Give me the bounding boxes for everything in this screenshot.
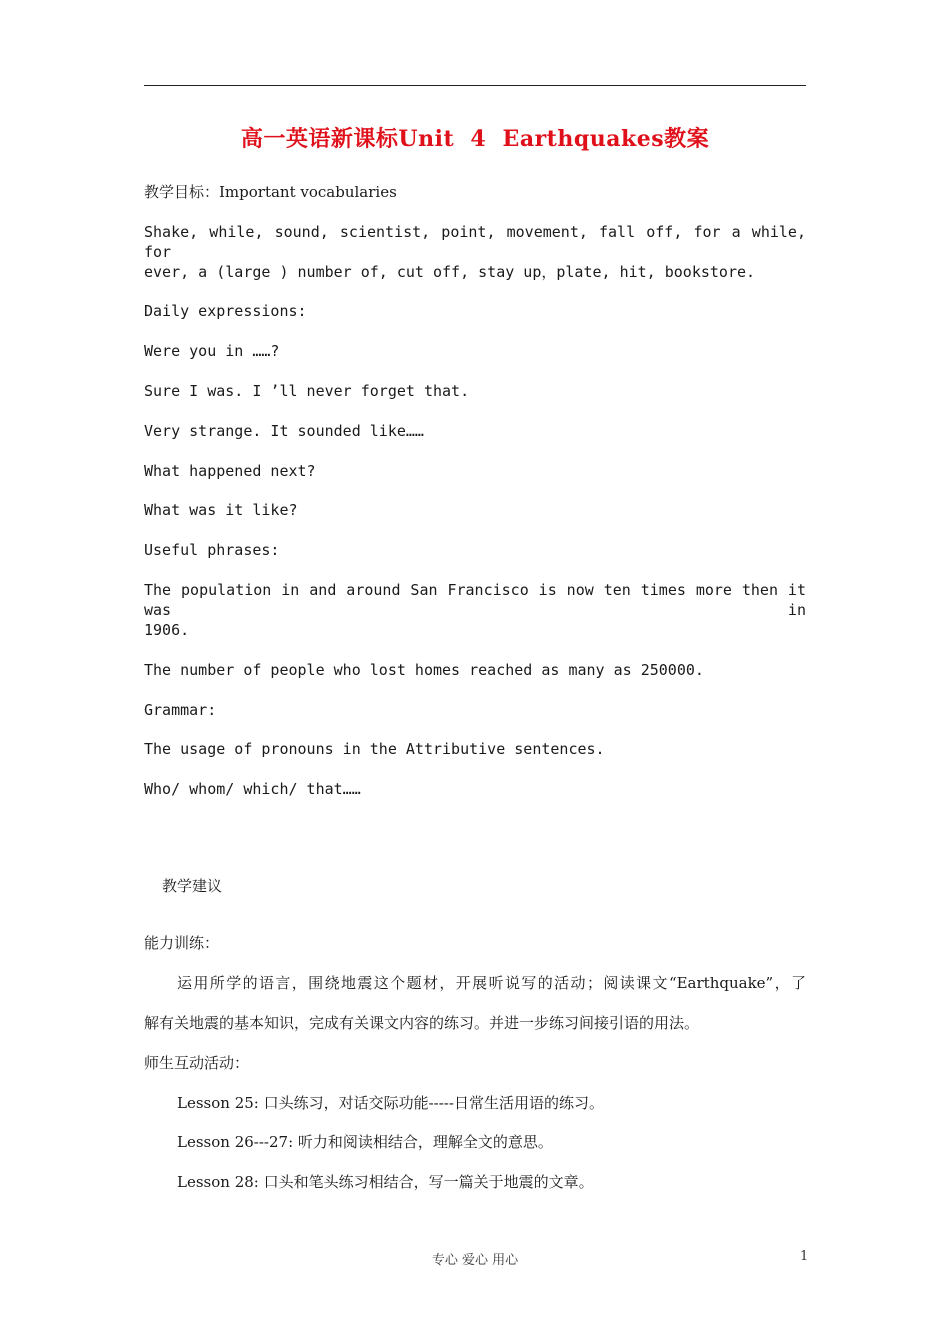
useful-phrase-line-1: The population in and around San Francisco is now ten times more then it was in <box>144 581 806 619</box>
daily-expression: Sure I was. I ’ll never forget that. <box>144 382 470 400</box>
useful-phrase-line-2: 1906. <box>144 621 190 639</box>
document-title: 高一英语新课标Unit 4 Earthquakes教案 <box>240 126 710 152</box>
header-rule <box>144 85 806 86</box>
vocab-line-1: Shake, while, sound, scientist, point, movement, fall off, for a while, for <box>144 223 806 261</box>
grammar-label: Grammar: <box>144 701 217 719</box>
ability-paragraph-line-2: 解有关地震的基本知识，完成有关课文内容的练习。并进一步练习间接引语的用法。 <box>144 1014 700 1032</box>
footer-motto: 专心 爱心 用心 <box>431 1253 519 1268</box>
suggestion-heading: 教学建议 <box>162 877 223 895</box>
useful-phrases-label: Useful phrases: <box>144 541 280 559</box>
ability-label: 能力训练： <box>144 934 220 952</box>
lesson-item: Lesson 26---27: 听力和阅读相结合，理解全文的意思。 <box>177 1133 553 1151</box>
objectives-label: 教学目标：Important vocabularies <box>144 183 397 201</box>
ability-paragraph-line-1: 运用所学的语言，围绕地震这个题材，开展听说写的活动；阅读课文“Earthquake”，了 <box>177 974 806 992</box>
page-number: 1 <box>800 1249 809 1264</box>
vocab-line-2: ever, a (large ) number of, cut off, stay up，plate, hit, bookstore. <box>144 263 756 281</box>
useful-phrase-line-3: The number of people who lost homes reached as many as 250000. <box>144 661 704 679</box>
daily-expression: What was it like? <box>144 501 298 519</box>
interaction-label: 师生互动活动： <box>144 1054 250 1072</box>
grammar-line-1: The usage of pronouns in the Attributive sentences. <box>144 740 605 758</box>
lesson-item: Lesson 28: 口头和笔头练习相结合，写一篇关于地震的文章。 <box>177 1173 594 1191</box>
lesson-item: Lesson 25: 口头练习，对话交际功能-----日常生活用语的练习。 <box>177 1094 604 1112</box>
daily-expressions-label: Daily expressions: <box>144 302 307 320</box>
daily-expression: What happened next? <box>144 462 316 480</box>
daily-expression: Were you in ……? <box>144 342 280 360</box>
daily-expression: Very strange. It sounded like…… <box>144 422 424 440</box>
grammar-line-2: Who/ whom/ which/ that…… <box>144 780 361 798</box>
